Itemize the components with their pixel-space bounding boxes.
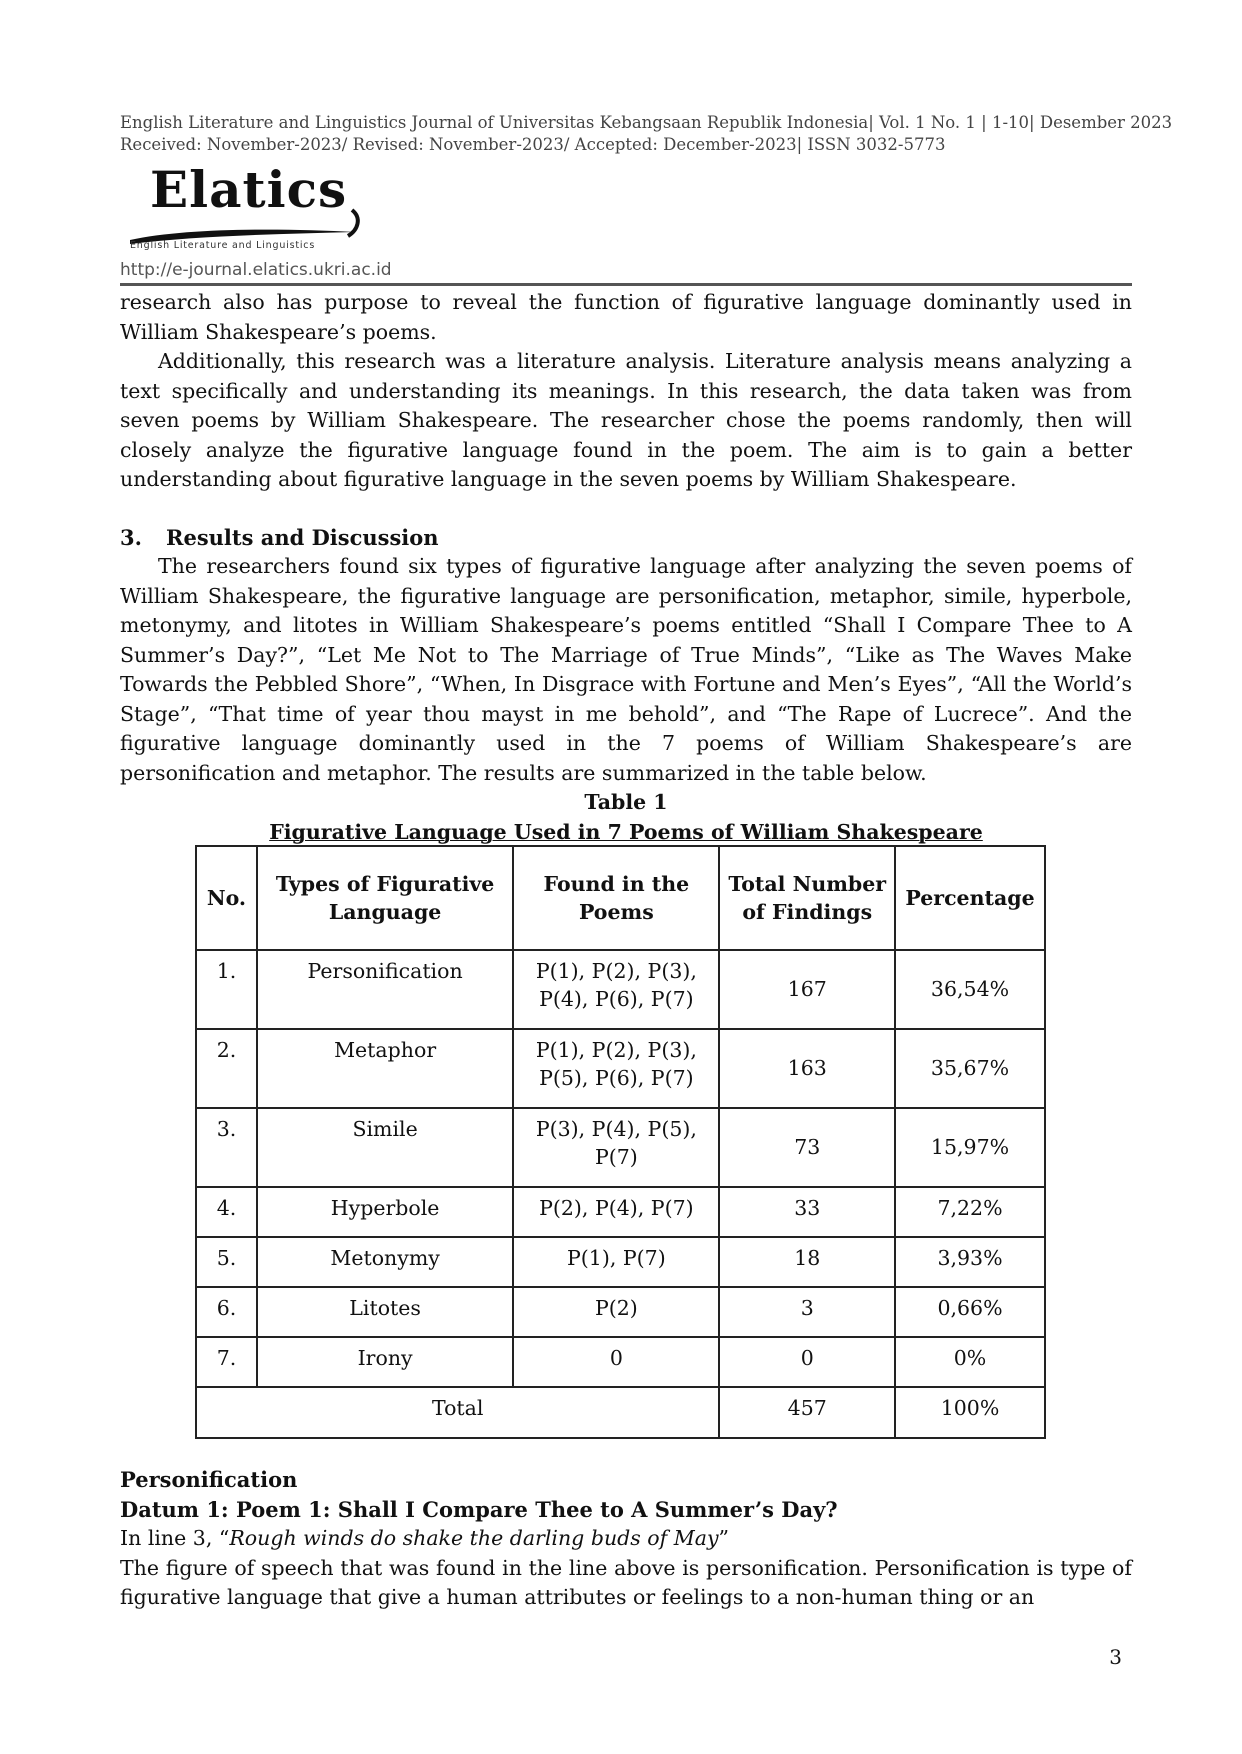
cell-percentage: 15,97% [895, 1108, 1045, 1187]
cell-found: P(1), P(7) [513, 1237, 719, 1287]
journal-header-line1: English Literature and Linguistics Journal of Universitas Kebangsaan Republik Indonesia| Vol. 1 No. 1 | 1-10| Desember 2023 [120, 113, 1173, 132]
cell-no: 6. [196, 1287, 257, 1337]
paragraph-4: The figure of speech that was found in the line above is personification. Personification is type of figurative language that give a human attributes or feelings to a non-human thing or an [120, 1555, 1132, 1609]
cell-total-count: 457 [719, 1387, 895, 1438]
col-header-type: Types of Figurative Language [257, 846, 513, 950]
cell-type: Metonymy [257, 1237, 513, 1287]
logo-tagline: English Literature and Linguistics [130, 240, 316, 251]
table-row [196, 1237, 1045, 1287]
cell-type: Metaphor [257, 1029, 513, 1108]
table-row [196, 950, 1045, 1029]
cell-percentage: 3,93% [895, 1237, 1045, 1287]
cell-total-label: Total [196, 1387, 719, 1438]
results-table [195, 845, 1046, 1439]
table-title-text: Figurative Language Used in 7 Poems of William Shakespeare [269, 819, 983, 844]
paragraph-1: research also has purpose to reveal the function of figurative language dominantly used in William Shakespeare’s poems. [120, 290, 1132, 344]
quoted-line-prefix: In line 3, “ [120, 1526, 230, 1550]
col-header-percentage: Percentage [895, 846, 1045, 950]
journal-logo [120, 158, 1132, 256]
cell-no: 1. [196, 950, 257, 1029]
table-caption: Table 1 [584, 790, 668, 814]
table-row [196, 1337, 1045, 1387]
cell-total-percentage: 100% [895, 1387, 1045, 1438]
cell-found: P(2), P(4), P(7) [513, 1187, 719, 1237]
logo-wordmark: Elatics [150, 160, 348, 219]
paragraph-3: The researchers found six types of figurative language after analyzing the seven poems of William Shakespeare, the figurative language are personification, metaphor, simile, hyperbole, metonymy, and litotes in William Shakespeare’s poems entitled “Shall I Compare Thee to A Summer’s Day?”, “Let Me Not to The Marriage of True Minds”, “Like as The Waves Make Towards the Pebbled Shore”, “When, In Disgrace with Fortune and Men’s Eyes”, “All the World’s Stage”, “That time of year thou mayst in me behold”, and “The Rape of Lucrece”. And the figurative language dominantly used in the 7 poems of William Shakespeare’s are personification and metaphor. The results are summarized in the table below. [120, 554, 1132, 785]
cell-type: Simile [257, 1108, 513, 1187]
header-divider [120, 283, 1132, 286]
cell-total: 0 [719, 1337, 895, 1387]
cell-total: 33 [719, 1187, 895, 1237]
page-number: 3 [1109, 1645, 1122, 1669]
cell-percentage: 36,54% [895, 950, 1045, 1029]
datum-heading: Datum 1: Poem 1: Shall I Compare Thee to A Summer’s Day? [120, 1496, 838, 1522]
personification-heading: Personification [120, 1467, 298, 1492]
quoted-line-suffix: ” [718, 1526, 730, 1550]
cell-percentage: 0,66% [895, 1287, 1045, 1337]
section-heading [120, 523, 1132, 553]
paragraph-2: Additionally, this research was a literature analysis. Literature analysis means analyzing a text specifically and understanding its meanings. In this research, the data taken was from seven poems by William Shakespeare. The researcher chose the poems randomly, then will closely analyze the figurative language found in the poem. The aim is to gain a better understanding about figurative language in the seven poems by William Shakespeare. [120, 349, 1132, 491]
cell-total: 3 [719, 1287, 895, 1337]
quoted-line [120, 1524, 1132, 1554]
cell-found: 0 [513, 1337, 719, 1387]
cell-found: P(2) [513, 1287, 719, 1337]
table-total-row [196, 1387, 1045, 1438]
col-header-no: No. [196, 846, 257, 950]
cell-no: 5. [196, 1237, 257, 1287]
cell-total: 163 [719, 1029, 895, 1108]
cell-percentage: 35,67% [895, 1029, 1045, 1108]
section-title: Results and Discussion [166, 524, 439, 550]
table-row [196, 1187, 1045, 1237]
cell-found: P(3), P(4), P(5), P(7) [513, 1108, 719, 1187]
cell-found: P(1), P(2), P(3), P(5), P(6), P(7) [513, 1029, 719, 1108]
cell-no: 4. [196, 1187, 257, 1237]
cell-found: P(1), P(2), P(3), P(4), P(6), P(7) [513, 950, 719, 1029]
cell-type: Hyperbole [257, 1187, 513, 1237]
table-row [196, 1287, 1045, 1337]
table-row [196, 1029, 1045, 1108]
cell-type: Irony [257, 1337, 513, 1387]
table-header-row [196, 846, 1045, 950]
cell-type: Litotes [257, 1287, 513, 1337]
section-number: 3. [120, 524, 142, 550]
cell-no: 3. [196, 1108, 257, 1187]
paper-page [120, 112, 1173, 1613]
cell-total: 73 [719, 1108, 895, 1187]
journal-url[interactable]: http://e-journal.elatics.ukri.ac.id [120, 260, 392, 280]
col-header-found: Found in the Poems [513, 846, 719, 950]
col-header-total: Total Number of Findings [719, 846, 895, 950]
table-title [120, 818, 1132, 848]
cell-percentage: 7,22% [895, 1187, 1045, 1237]
cell-no: 2. [196, 1029, 257, 1108]
journal-header-line2: Received: November-2023/ Revised: November-2023/ Accepted: December-2023| ISSN 3032-5773 [120, 135, 946, 154]
cell-percentage: 0% [895, 1337, 1045, 1387]
cell-no: 7. [196, 1337, 257, 1387]
cell-type: Personification [257, 950, 513, 1029]
table-row [196, 1108, 1045, 1187]
cell-total: 167 [719, 950, 895, 1029]
cell-total: 18 [719, 1237, 895, 1287]
quoted-line-text: Rough winds do shake the darling buds of May [229, 1526, 719, 1550]
